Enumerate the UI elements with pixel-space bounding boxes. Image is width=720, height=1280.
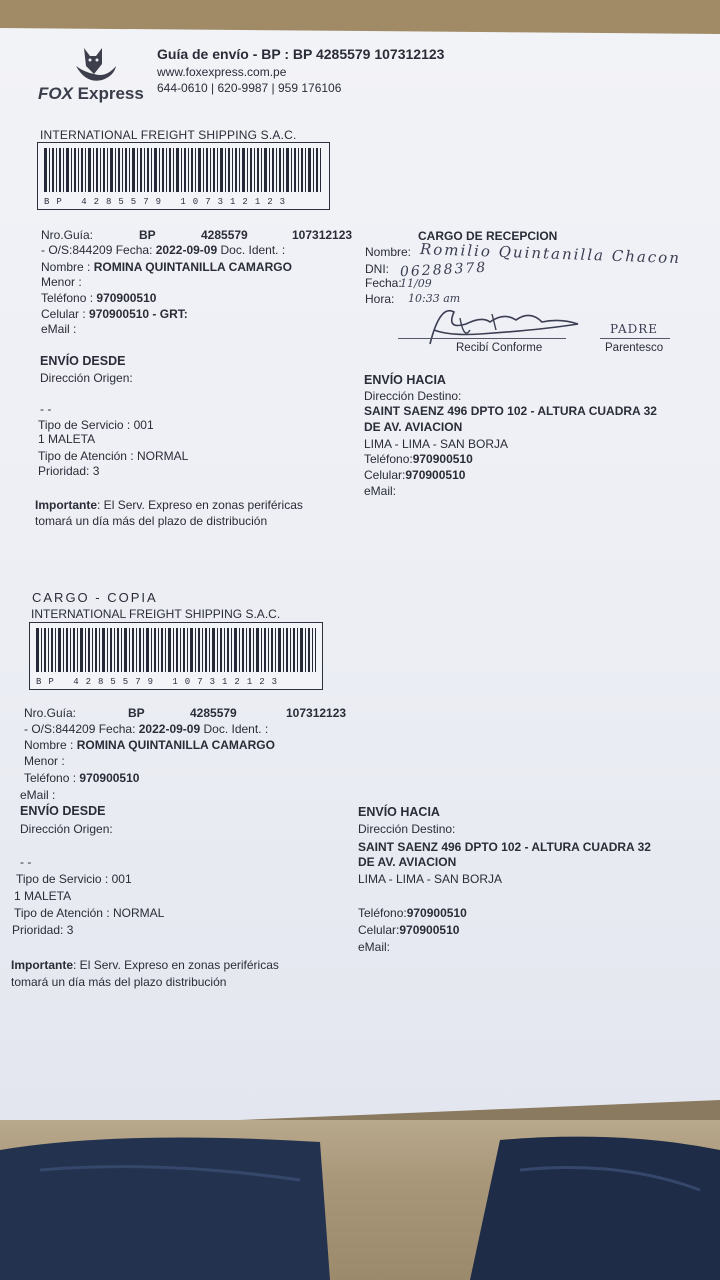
destino-telefono: Teléfono:970900510: [364, 452, 473, 466]
origen-dashes: - -: [40, 402, 52, 416]
copia-nro-guia-number: 4285579: [190, 706, 237, 720]
prioridad: Prioridad: 3: [38, 464, 100, 478]
recepcion-fecha-label: Fecha:: [365, 276, 402, 290]
copia-direccion-origen-label: Dirección Origen:: [20, 822, 113, 836]
recepcion-nombre-label: Nombre:: [365, 245, 412, 259]
destino-email: eMail:: [364, 484, 397, 498]
signature-line: [398, 338, 566, 339]
copia-direccion-destino-line1: SAINT SAENZ 496 DPTO 102 - ALTURA CUADRA 32: [358, 840, 651, 854]
recepcion-nombre-handwritten: Romilio Quintanilla Chacon: [419, 240, 682, 268]
copia-menor-label: Menor :: [24, 754, 65, 768]
recepcion-hora-handwritten: 10:33 am: [408, 292, 461, 305]
envio-desde-heading: ENVÍO DESDE: [40, 354, 126, 368]
importante-note-line2: tomará un día más del plazo de distribución: [35, 514, 268, 528]
copia-destino-celular: Celular:970900510: [358, 923, 460, 937]
copia-destino-telefono: Teléfono:970900510: [358, 906, 467, 920]
copia-telefono-line: Teléfono : 970900510: [24, 771, 140, 785]
copia-importante-line1: Importante: El Serv. Expreso en zonas periféricas: [11, 958, 279, 972]
cargo-recepcion-heading: CARGO DE RECEPCION: [418, 229, 558, 243]
tipo-servicio: Tipo de Servicio : 001: [38, 418, 154, 432]
barcode: [37, 142, 330, 210]
copia-os-line: - O/S:844209 Fecha: 2022-09-09 Doc. Ident. :: [24, 722, 269, 736]
parentesco-label: Parentesco: [605, 342, 664, 354]
recibi-conforme-label: Recibí Conforme: [456, 342, 543, 354]
copia-barcode-number: BP 4285579 107312123: [36, 677, 285, 687]
recepcion-fecha-handwritten: 11/09: [400, 277, 432, 290]
phone-numbers: 644-0610 | 620-9987 | 959 176106: [157, 81, 342, 95]
destino-celular: Celular:970900510: [364, 468, 466, 482]
nro-guia-prefix: BP: [139, 228, 156, 242]
item-maleta: 1 MALETA: [38, 432, 96, 446]
barcode-number: BP 4285579 107312123: [44, 197, 293, 207]
direccion-origen-label: Dirección Origen:: [40, 371, 133, 385]
nro-guia-code: 107312123: [292, 228, 353, 242]
copia-company-name: INTERNATIONAL FREIGHT SHIPPING S.A.C.: [31, 607, 281, 621]
copia-importante-line2: tomará un día más del plazo distribución: [11, 975, 227, 989]
recepcion-hora-label: Hora:: [365, 292, 395, 306]
copia-destino-ciudad: LIMA - LIMA - SAN BORJA: [358, 872, 503, 886]
copia-tipo-servicio: Tipo de Servicio : 001: [16, 872, 132, 886]
barcode-bars: [44, 148, 323, 192]
parentesco-line: [600, 338, 670, 339]
envio-hacia-heading: ENVÍO HACIA: [364, 373, 446, 387]
parentesco-handwritten: PADRE: [610, 322, 659, 336]
direccion-destino-label: Dirección Destino:: [364, 389, 462, 403]
copia-heading: CARGO - COPIA: [32, 590, 158, 605]
copia-email-label: eMail :: [20, 788, 56, 802]
celular-line: Celular : 970900510 - GRT:: [41, 307, 188, 321]
direccion-destino-line1: SAINT SAENZ 496 DPTO 102 - ALTURA CUADRA 32: [364, 404, 657, 418]
copia-barcode: [29, 622, 323, 690]
nro-guia-number: 4285579: [201, 228, 248, 242]
importante-note-line1: Importante: El Serv. Expreso en zonas periféricas: [35, 498, 303, 512]
guide-title: Guía de envío - BP : BP 4285579 107312123: [157, 46, 445, 62]
logo-text: FOX Express: [38, 84, 144, 103]
copia-tipo-atencion: Tipo de Atención : NORMAL: [14, 906, 165, 920]
menor-label: Menor :: [41, 275, 82, 289]
jeans-legs: [0, 1130, 720, 1280]
company-name: INTERNATIONAL FREIGHT SHIPPING S.A.C.: [40, 128, 297, 142]
website-link[interactable]: www.foxexpress.com.pe: [157, 65, 287, 79]
copia-barcode-bars: [36, 628, 316, 672]
email-label: eMail :: [41, 322, 77, 336]
copia-nro-guia-prefix: BP: [128, 706, 145, 720]
signature-scribble: [420, 300, 590, 348]
nro-guia-label: Nro.Guía:: [41, 228, 94, 242]
copia-item-maleta: 1 MALETA: [14, 889, 72, 903]
copia-destino-email: eMail:: [358, 940, 391, 954]
copia-envio-desde-heading: ENVÍO DESDE: [20, 804, 106, 818]
os-line: - O/S:844209 Fecha: 2022-09-09 Doc. Ident. :: [41, 243, 286, 257]
telefono-line: Teléfono : 970900510: [41, 291, 157, 305]
copia-direccion-destino-label: Dirección Destino:: [358, 822, 456, 836]
direccion-destino-line2: DE AV. AVIACION: [364, 420, 463, 434]
copia-nro-guia-code: 107312123: [286, 706, 347, 720]
copia-nombre-line: Nombre : ROMINA QUINTANILLA CAMARGO: [24, 738, 275, 752]
copia-envio-hacia-heading: ENVÍO HACIA: [358, 805, 440, 819]
destino-ciudad: LIMA - LIMA - SAN BORJA: [364, 437, 509, 451]
tipo-atencion: Tipo de Atención : NORMAL: [38, 449, 189, 463]
recepcion-dni-label: DNI:: [365, 262, 389, 276]
copia-direccion-destino-line2: DE AV. AVIACION: [358, 855, 457, 869]
recepcion-dni-handwritten: 06288378: [399, 259, 488, 281]
copia-origen-dashes: - -: [20, 855, 32, 869]
copia-nro-guia-label: Nro.Guía:: [24, 706, 77, 720]
copia-prioridad: Prioridad: 3: [12, 923, 74, 937]
nombre-line: Nombre : ROMINA QUINTANILLA CAMARGO: [41, 260, 292, 274]
